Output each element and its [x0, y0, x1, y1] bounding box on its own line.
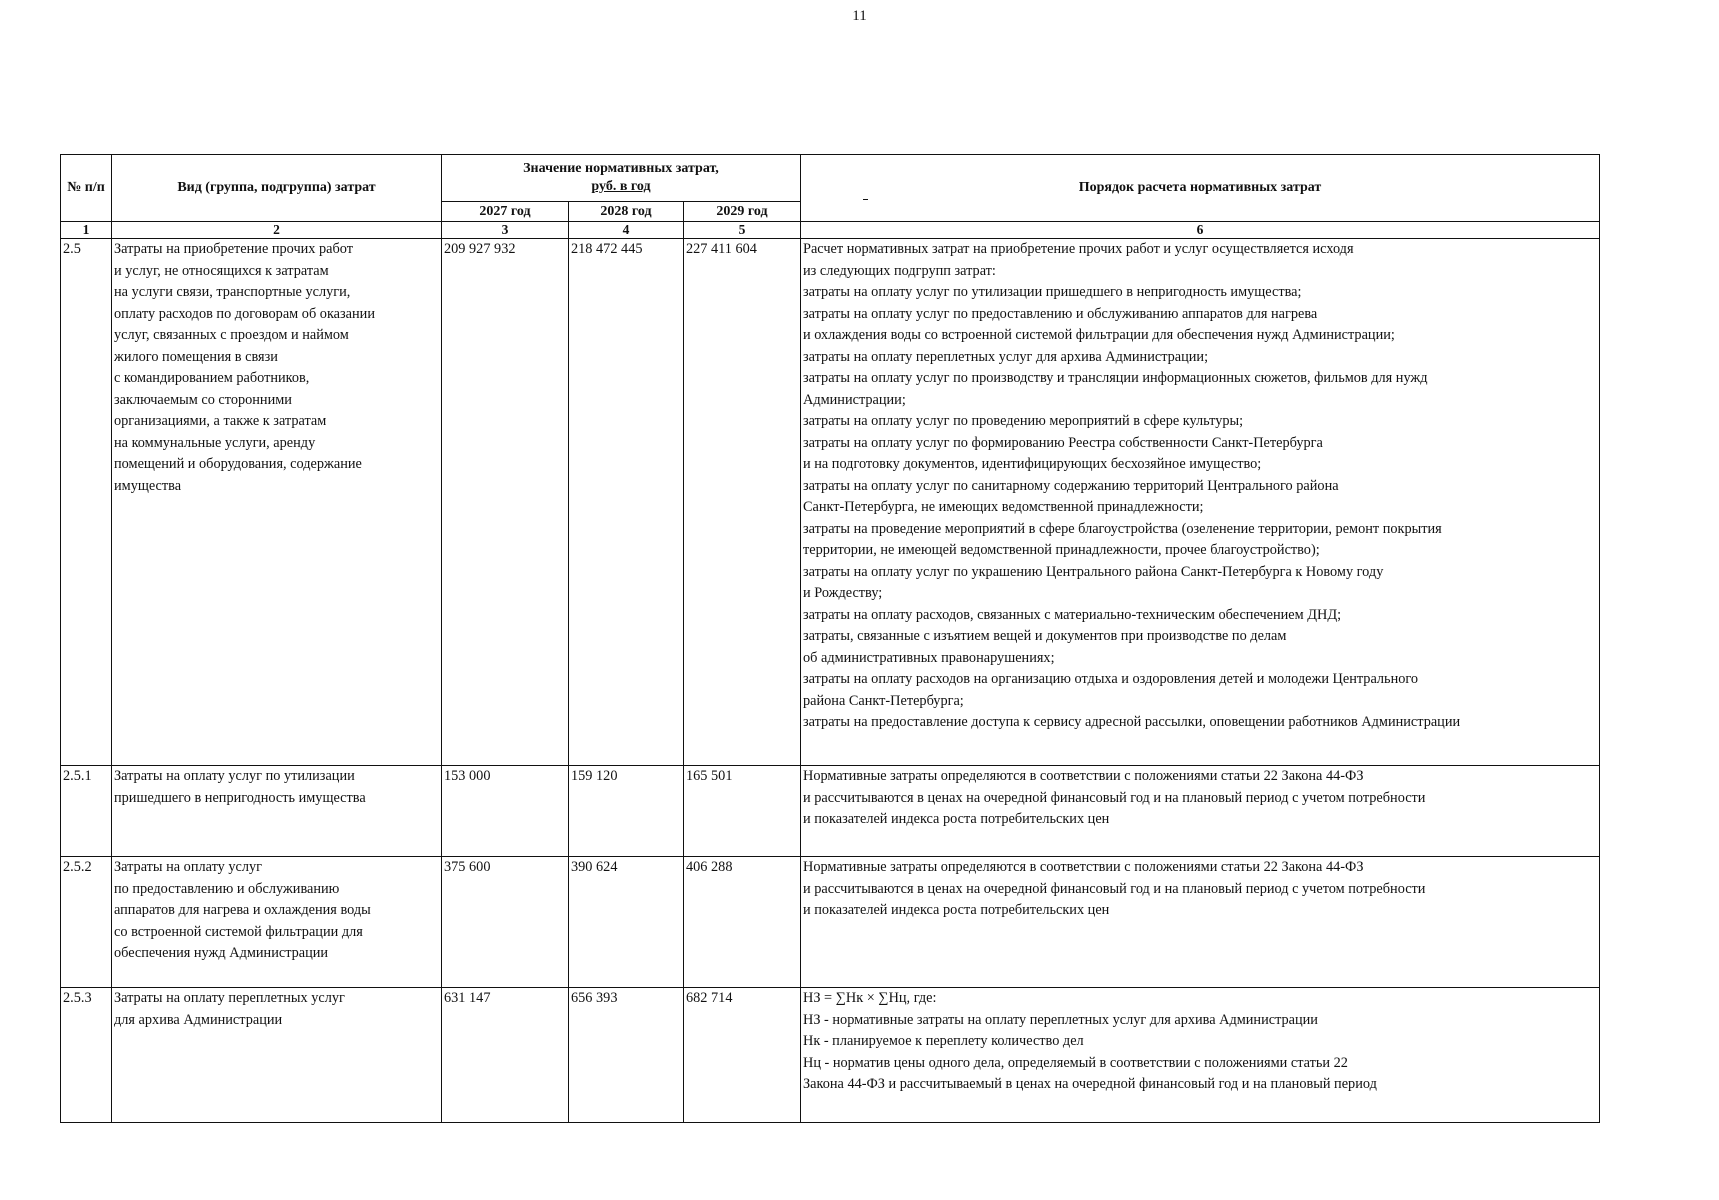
row-value-2027: 153 000 [442, 766, 569, 857]
row-value-2029: 165 501 [684, 766, 801, 857]
row-cost-type [112, 857, 442, 988]
method-line: затраты на оплату расходов, связанных с материально-техническим обеспечением ДНД; [803, 606, 1342, 623]
row-cost-type-line: Затраты на приобретение прочих работ [114, 241, 353, 257]
header-year-2028: 2028 год [569, 202, 684, 222]
method-line: Нормативные затраты определяются в соответствии с положениями статьи 22 Закона 44-ФЗ [803, 768, 1364, 784]
method-line: затраты на предоставление доступа к сервису адресной рассылки, оповещении работников Администрации [803, 714, 1461, 730]
row-cost-type-line: Затраты на оплату услуг [114, 859, 263, 875]
row-cost-type-line: с командированием работников, [114, 370, 310, 386]
row-cost-type-line: пришедшего в непригодность имущества [114, 789, 366, 806]
row-calculation-method [801, 857, 1600, 988]
column-number: 3 [442, 222, 569, 239]
method-line: и рассчитываются в ценах на очередной финансовый год и на плановый период с учетом потребности [803, 880, 1426, 897]
row-cost-type-line: имущества [114, 477, 182, 494]
method-line: об административных правонарушениях; [803, 649, 1055, 666]
method-line: и показателей индекса роста потребительских цен [803, 902, 1110, 918]
method-line: Закона 44-ФЗ и рассчитываемый в ценах на очередной финансовый год и на плановый период [803, 1076, 1377, 1092]
method-line: территории, не имеющей ведомственной принадлежности, прочее благоустройство); [803, 542, 1320, 558]
row-cost-type [112, 766, 442, 857]
method-line: затраты на проведение мероприятий в сфере благоустройства (озеленение территории, ремонт покрытия [803, 520, 1442, 537]
row-cost-type [112, 239, 442, 766]
page-number: 11 [852, 8, 867, 24]
header-cost-value-line1: Значение нормативных затрат, [523, 161, 719, 176]
row-value-2028: 390 624 [569, 857, 684, 988]
row-cost-type-line: обеспечения нужд Администрации [114, 945, 329, 961]
header-year-2029: 2029 год [684, 202, 801, 222]
method-line: и Рождеству; [803, 585, 883, 601]
table-row [61, 239, 1600, 766]
row-code: 2.5 [61, 239, 112, 766]
method-line: Нц - норматив цены одного дела, определяемый в соответствии с положениями статьи 22 [803, 1054, 1348, 1071]
header-calculation-method [801, 155, 1600, 222]
column-number: 5 [684, 222, 801, 239]
header-year-2027: 2027 год [442, 202, 569, 222]
header-cost-value-line2: руб. в год [591, 179, 651, 194]
method-line: НЗ - нормативные затраты на оплату переплетных услуг для архива Администрации [803, 1011, 1318, 1028]
method-line: затраты на оплату услуг по производству и трансляции информационных сюжетов, фильмов для нужд [803, 370, 1428, 386]
row-value-2028: 159 120 [569, 766, 684, 857]
row-cost-type-line: со встроенной системой фильтрации для [114, 923, 363, 940]
row-value-2029: 682 714 [684, 988, 801, 1123]
method-line: затраты, связанные с изъятием вещей и документов при производстве по делам [803, 628, 1287, 644]
row-calculation-method [801, 988, 1600, 1123]
method-line: и показателей индекса роста потребительских цен [803, 811, 1110, 827]
header-cost-type: Вид (группа, подгруппа) затрат [112, 155, 442, 222]
method-line: затраты на оплату услуг по формированию Реестра собственности Санкт-Петербурга [803, 434, 1323, 451]
normative-costs-table [60, 154, 1600, 1123]
method-line: затраты на оплату расходов на организацию отдыха и оздоровления детей и молодежи Центрального [803, 671, 1419, 687]
row-cost-type-line: оплату расходов по договорам об оказании [114, 305, 375, 322]
method-line: НЗ = ∑Нк × ∑Нц, где: [803, 990, 937, 1006]
header-dash-mark [863, 199, 868, 200]
row-cost-type-line: по предоставлению и обслуживанию [114, 880, 340, 897]
row-calculation-method [801, 766, 1600, 857]
header-cost-value [442, 155, 801, 202]
method-line: затраты на оплату переплетных услуг для архива Администрации; [803, 348, 1209, 365]
row-calculation-method [801, 239, 1600, 766]
column-number: 1 [61, 222, 112, 239]
row-cost-type-line: Затраты на оплату переплетных услуг [114, 990, 345, 1006]
row-code: 2.5.1 [61, 766, 112, 857]
header-calculation-method-label: Порядок расчета нормативных затрат [1078, 180, 1322, 195]
method-line: затраты на оплату услуг по санитарному содержанию территорий Центрального района [803, 477, 1339, 494]
method-line: Нк - планируемое к переплету количество дел [803, 1033, 1084, 1049]
row-value-2027: 631 147 [442, 988, 569, 1123]
row-value-2028: 218 472 445 [569, 239, 684, 766]
row-cost-type-line: организациями, а также к затратам [114, 413, 327, 429]
method-line: затраты на оплату услуг по проведению мероприятий в сфере культуры; [803, 413, 1244, 429]
method-line: и рассчитываются в ценах на очередной финансовый год и на плановый период с учетом потребности [803, 789, 1426, 806]
row-cost-type-line: услуг, связанных с проездом и наймом [114, 327, 349, 343]
row-cost-type [112, 988, 442, 1123]
row-value-2027: 375 600 [442, 857, 569, 988]
method-line: Расчет нормативных затрат на приобретение прочих работ и услуг осуществляется исходя [803, 241, 1354, 257]
row-cost-type-line: жилого помещения в связи [114, 348, 278, 365]
row-cost-type-line: Затраты на оплату услуг по утилизации [114, 768, 355, 784]
row-value-2029: 227 411 604 [684, 239, 801, 766]
method-line: Администрации; [803, 391, 906, 408]
method-line: Санкт-Петербурга, не имеющих ведомственной принадлежности; [803, 499, 1204, 515]
column-number-row [61, 222, 1600, 239]
row-cost-type-line: для архива Администрации [114, 1011, 283, 1028]
table-row [61, 988, 1600, 1123]
table-row [61, 857, 1600, 988]
row-cost-type-line: на коммунальные услуги, аренду [114, 434, 316, 451]
row-cost-type-line: аппаратов для нагрева и охлаждения воды [114, 902, 371, 918]
column-number: 4 [569, 222, 684, 239]
method-line: затраты на оплату услуг по утилизации пришедшего в непригодность имущества; [803, 284, 1302, 300]
row-code: 2.5.3 [61, 988, 112, 1123]
header-number: № п/п [61, 155, 112, 222]
method-line: из следующих подгрупп затрат: [803, 262, 996, 279]
method-line: Нормативные затраты определяются в соответствии с положениями статьи 22 Закона 44-ФЗ [803, 859, 1364, 875]
row-cost-type-line: и услуг, не относящихся к затратам [114, 262, 329, 279]
table-row [61, 766, 1600, 857]
row-cost-type-line: помещений и оборудования, содержание [114, 456, 362, 472]
row-value-2027: 209 927 932 [442, 239, 569, 766]
method-line: района Санкт-Петербурга; [803, 692, 964, 709]
row-cost-type-line: на услуги связи, транспортные услуги, [114, 284, 351, 300]
method-line: затраты на оплату услуг по предоставлению и обслуживанию аппаратов для нагрева [803, 305, 1318, 322]
row-value-2028: 656 393 [569, 988, 684, 1123]
method-line: и на подготовку документов, идентифицирующих бесхозяйное имущество; [803, 456, 1262, 472]
method-line: затраты на оплату услуг по украшению Центрального района Санкт-Петербурга к Новому году [803, 563, 1384, 580]
method-line: и охлаждения воды со встроенной системой фильтрации для обеспечения нужд Администрации; [803, 327, 1395, 343]
column-number: 6 [801, 222, 1600, 239]
row-value-2029: 406 288 [684, 857, 801, 988]
row-cost-type-line: заключаемым со сторонними [114, 391, 292, 408]
row-code: 2.5.2 [61, 857, 112, 988]
column-number: 2 [112, 222, 442, 239]
